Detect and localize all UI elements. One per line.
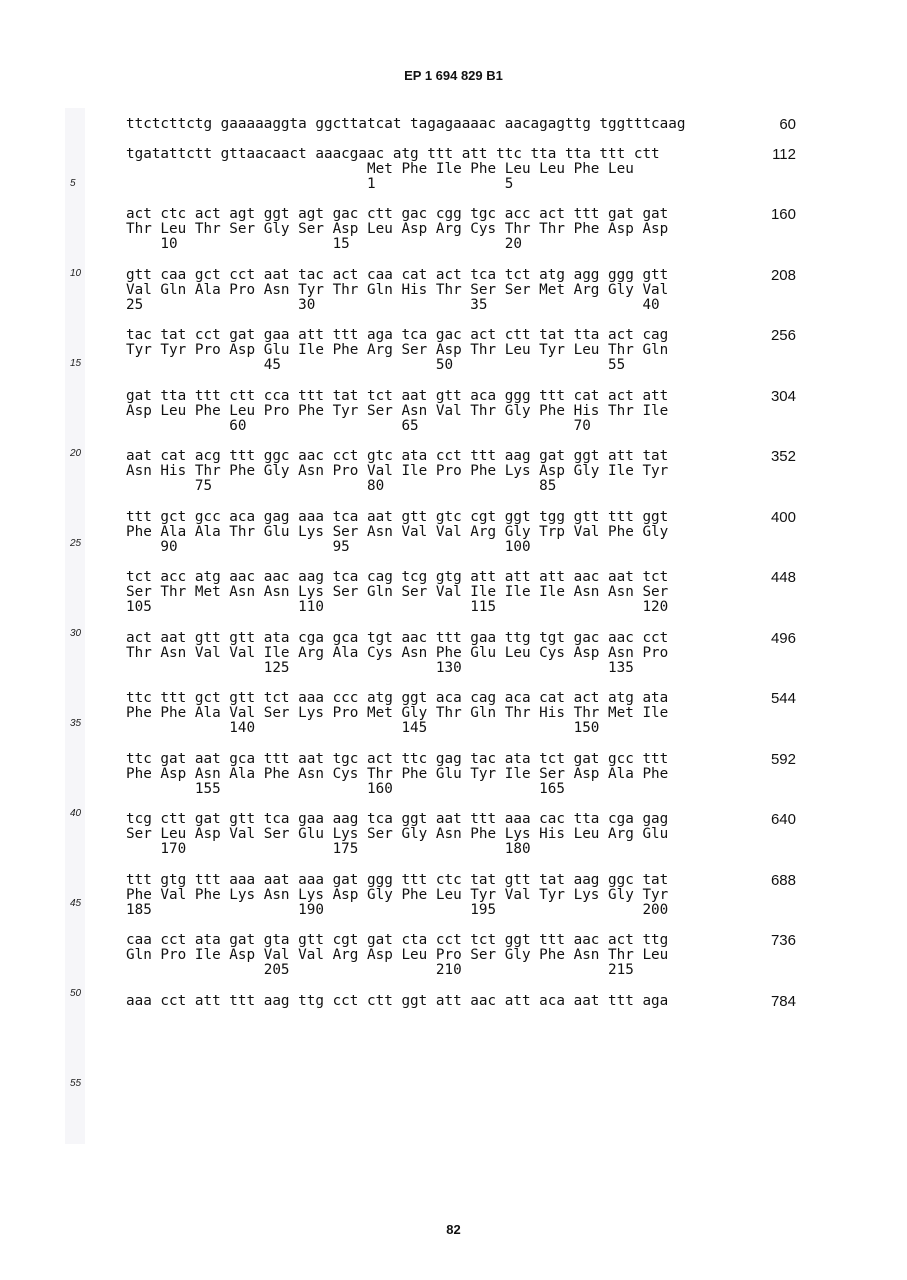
residue-number-line: 60 65 70 (126, 418, 591, 434)
residue-number-line: 10 15 20 (126, 236, 522, 252)
nucleotide-position: 400 (770, 509, 796, 526)
sequence-block (126, 933, 668, 978)
margin-number: 5 (70, 178, 76, 189)
amino-acid-line: Ser Leu Asp Val Ser Glu Lys Ser Gly Asn Phe Lys His Leu Arg Glu (126, 826, 669, 842)
margin-number: 50 (70, 988, 82, 999)
margin-number: 15 (70, 358, 82, 369)
sequence-block (126, 570, 668, 615)
residue-number-line: 45 50 55 (126, 357, 626, 373)
sequence-block (126, 691, 668, 736)
nucleotide-line: tcg ctt gat gtt tca gaa aag tca ggt aat ttt aaa cac tta cga gag (126, 811, 669, 827)
nucleotide-position: 208 (770, 267, 796, 284)
amino-acid-line: Thr Leu Thr Ser Gly Ser Asp Leu Asp Arg Cys Thr Thr Phe Asp Asp (126, 221, 669, 237)
nucleotide-line: gtt caa gct cct aat tac act caa cat act tca tct atg agg ggg gtt (126, 267, 669, 283)
nucleotide-position: 784 (770, 993, 796, 1010)
residue-number-line: 155 160 165 (126, 781, 565, 797)
nucleotide-line: ttc gat aat gca ttt aat tgc act ttc gag tac ata tct gat gcc ttt (126, 751, 669, 767)
nucleotide-position: 688 (770, 872, 796, 889)
nucleotide-position: 304 (770, 388, 796, 405)
residue-number-line: 140 145 150 (126, 720, 600, 736)
document-header: EP 1 694 829 B1 (404, 68, 503, 83)
residue-number-line: 90 95 100 (126, 539, 531, 555)
nucleotide-line: ttt gct gcc aca gag aaa tca aat gtt gtc cgt ggt tgg gtt ttt ggt (126, 509, 669, 525)
amino-acid-line: Phe Ala Ala Thr Glu Lys Ser Asn Val Val Arg Gly Trp Val Phe Gly (126, 524, 669, 540)
amino-acid-line: Gln Pro Ile Asp Val Val Arg Asp Leu Pro Ser Gly Phe Asn Thr Leu (126, 947, 669, 963)
amino-acid-line: Asn His Thr Phe Gly Asn Pro Val Ile Pro Phe Lys Asp Gly Ile Tyr (126, 463, 669, 479)
amino-acid-line: Thr Asn Val Val Ile Arg Ala Cys Asn Phe Glu Leu Cys Asp Asn Pro (126, 645, 669, 661)
sequence-block (126, 812, 668, 857)
margin-number: 20 (70, 448, 82, 459)
residue-number-line: 75 80 85 (126, 478, 557, 494)
nucleotide-line: tgatattctt gttaacaact aaacgaac atg ttt att ttc tta tta ttt ctt (126, 146, 660, 162)
margin-number: 30 (70, 628, 82, 639)
nucleotide-position: 448 (770, 569, 796, 586)
nucleotide-line: act ctc act agt ggt agt gac ctt gac cgg tgc acc act ttt gat gat (126, 206, 669, 222)
sequence-block (126, 268, 668, 313)
sequence-block (126, 147, 660, 192)
sequence-block (126, 752, 668, 797)
nucleotide-line: aaa cct att ttt aag ttg cct ctt ggt att aac att aca aat ttt aga (126, 993, 669, 1009)
residue-number-line: 205 210 215 (126, 962, 634, 978)
nucleotide-line: ttctcttctg gaaaaaggta ggcttatcat tagagaaaac aacagagttg tggtttcaag (126, 116, 686, 132)
margin-number: 25 (70, 538, 82, 549)
nucleotide-line: caa cct ata gat gta gtt cgt gat cta cct tct ggt ttt aac act ttg (126, 932, 669, 948)
margin-number: 35 (70, 718, 82, 729)
amino-acid-line: Ser Thr Met Asn Asn Lys Ser Gln Ser Val Ile Ile Ile Asn Asn Ser (126, 584, 669, 600)
margin-number: 10 (70, 268, 82, 279)
sequence-block (126, 994, 668, 1009)
nucleotide-line: gat tta ttt ctt cca ttt tat tct aat gtt aca ggg ttt cat act att (126, 388, 669, 404)
residue-number-line: 1 5 (126, 176, 514, 192)
nucleotide-position: 544 (770, 690, 796, 707)
amino-acid-line: Phe Asp Asn Ala Phe Asn Cys Thr Phe Glu Tyr Ile Ser Asp Ala Phe (126, 766, 669, 782)
sequence-block (126, 510, 668, 555)
residue-number-line: 25 30 35 40 (126, 297, 660, 313)
sequence-block (126, 873, 668, 918)
nucleotide-position: 592 (770, 751, 796, 768)
nucleotide-line: aat cat acg ttt ggc aac cct gtc ata cct ttt aag gat ggt att tat (126, 448, 669, 464)
amino-acid-line: Asp Leu Phe Leu Pro Phe Tyr Ser Asn Val Thr Gly Phe His Thr Ile (126, 403, 669, 419)
margin-number: 55 (70, 1078, 82, 1089)
nucleotide-position: 736 (770, 932, 796, 949)
amino-acid-line: Tyr Tyr Pro Asp Glu Ile Phe Arg Ser Asp Thr Leu Tyr Leu Thr Gln (126, 342, 669, 358)
residue-number-line: 170 175 180 (126, 841, 531, 857)
sequence-block (126, 328, 668, 373)
sequence-block (126, 207, 668, 252)
nucleotide-position: 160 (770, 206, 796, 223)
residue-number-line: 125 130 135 (126, 660, 634, 676)
nucleotide-position: 60 (779, 116, 796, 133)
amino-acid-line: Met Phe Ile Phe Leu Leu Phe Leu (126, 161, 634, 177)
sequence-block (126, 631, 668, 676)
nucleotide-line: act aat gtt gtt ata cga gca tgt aac ttt gaa ttg tgt gac aac cct (126, 630, 669, 646)
nucleotide-position: 112 (772, 146, 796, 163)
amino-acid-line: Phe Val Phe Lys Asn Lys Asp Gly Phe Leu Tyr Val Tyr Lys Gly Tyr (126, 887, 669, 903)
nucleotide-line: tct acc atg aac aac aag tca cag tcg gtg att att att aac aat tct (126, 569, 669, 585)
nucleotide-line: ttc ttt gct gtt tct aaa ccc atg ggt aca cag aca cat act atg ata (126, 690, 669, 706)
nucleotide-line: tac tat cct gat gaa att ttt aga tca gac act ctt tat tta act cag (126, 327, 669, 343)
amino-acid-line: Phe Phe Ala Val Ser Lys Pro Met Gly Thr Gln Thr His Thr Met Ile (126, 705, 669, 721)
residue-number-line: 105 110 115 120 (126, 599, 669, 615)
sequence-block (126, 389, 668, 434)
margin-number: 45 (70, 898, 82, 909)
sequence-block (126, 117, 685, 132)
nucleotide-position: 352 (770, 448, 796, 465)
nucleotide-position: 256 (770, 327, 796, 344)
nucleotide-position: 496 (770, 630, 796, 647)
margin-number: 40 (70, 808, 82, 819)
amino-acid-line: Val Gln Ala Pro Asn Tyr Thr Gln His Thr Ser Ser Met Arg Gly Val (126, 282, 669, 298)
nucleotide-position: 640 (770, 811, 796, 828)
sequence-block (126, 449, 668, 494)
nucleotide-line: ttt gtg ttt aaa aat aaa gat ggg ttt ctc tat gtt tat aag ggc tat (126, 872, 669, 888)
page-number: 82 (446, 1222, 461, 1237)
residue-number-line: 185 190 195 200 (126, 902, 669, 918)
